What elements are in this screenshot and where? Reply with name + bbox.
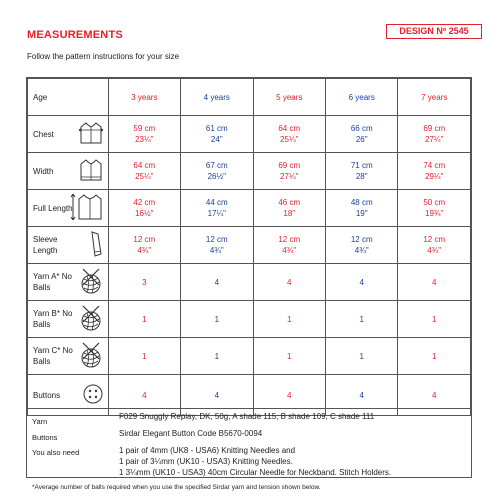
footnote: *Average number of balls required when you use the specified Sirdar yarn and tension shown below.: [32, 484, 321, 491]
value-cell: 67 cm 26½": [181, 153, 253, 190]
yarn-ball-icon: [78, 267, 104, 297]
value-cell: 71 cm 28": [326, 153, 398, 190]
value-cell: 4: [108, 375, 180, 416]
value-cell: 4: [253, 375, 325, 416]
page-title: MEASUREMENTS: [27, 29, 123, 41]
row-label: Full Length: [28, 190, 109, 227]
value-cell: 1: [108, 338, 180, 375]
value-cell: 4: [181, 375, 253, 416]
cardigan-chest-icon: [78, 120, 104, 148]
value-cell: 12 cm 4¾": [108, 227, 180, 264]
value-cell: 4: [326, 375, 398, 416]
value-cell: 1: [181, 301, 253, 338]
value-cell: 46 cm 18": [253, 190, 325, 227]
value-cell: 1: [326, 301, 398, 338]
value-cell: 44 cm 17¼": [181, 190, 253, 227]
value-cell: 12 cm 4¾": [253, 227, 325, 264]
button-icon: [82, 383, 104, 407]
value-cell: 1: [398, 301, 471, 338]
yarn-ball-icon: [78, 304, 104, 334]
materials-info: [26, 409, 472, 478]
design-number-badge: DESIGN Nº 2545: [386, 24, 482, 39]
buttons-text: Sirdar Elegant Button Code B5670-0094: [119, 429, 263, 438]
measurements-table: [26, 77, 472, 409]
value-cell: 50 cm 19¾": [398, 190, 471, 227]
row-label: Chest: [28, 116, 109, 153]
cardigan-width-icon: [78, 157, 104, 185]
value-cell: 1: [108, 301, 180, 338]
yarn-text: F029 Snuggly Replay, DK, 50g, A shade 115, B shade 109, C shade 111: [119, 412, 375, 421]
measurement-row: [28, 338, 471, 375]
age-row: [28, 79, 471, 116]
value-cell: 61 cm 24": [181, 116, 253, 153]
value-cell: 3: [108, 264, 180, 301]
value-cell: 1: [398, 338, 471, 375]
value-cell: 64 cm 25¼": [253, 116, 325, 153]
needle-line-2: 1 pair of 3¼mm (UK10 - USA3) Knitting Needles.: [119, 457, 293, 466]
measurement-row: [28, 153, 471, 190]
buttons-label: Buttons: [32, 433, 58, 442]
value-cell: 74 cm 29¼": [398, 153, 471, 190]
age-label: Age: [28, 79, 109, 116]
value-cell: 66 cm 26": [326, 116, 398, 153]
value-cell: 4: [326, 264, 398, 301]
yarn-ball-icon: [78, 341, 104, 371]
measurement-row: [28, 264, 471, 301]
value-cell: 4: [398, 264, 471, 301]
needle-line-1: 1 pair of 4mm (UK8 - USA6) Knitting Needles and: [119, 446, 296, 455]
age-7-years: 7 years: [398, 79, 471, 116]
value-cell: 1: [181, 338, 253, 375]
value-cell: 12 cm 4¾": [398, 227, 471, 264]
page-subtitle: Follow the pattern instructions for your size: [27, 52, 180, 61]
value-cell: 69 cm 27¼": [253, 153, 325, 190]
value-cell: 1: [253, 338, 325, 375]
row-label: Yarn B* No Balls: [28, 301, 109, 338]
age-3-years: 3 years: [108, 79, 180, 116]
row-label: Sleeve Length: [28, 227, 109, 264]
measurement-row: [28, 227, 471, 264]
value-cell: 64 cm 25¼": [108, 153, 180, 190]
age-6-years: 6 years: [326, 79, 398, 116]
age-4-years: 4 years: [181, 79, 253, 116]
measurement-row: [28, 190, 471, 227]
row-label: Yarn A* No Balls: [28, 264, 109, 301]
value-cell: 4: [398, 375, 471, 416]
age-5-years: 5 years: [253, 79, 325, 116]
sleeve-icon: [84, 230, 104, 260]
measurement-row: [28, 116, 471, 153]
row-label: Buttons: [28, 375, 109, 416]
you-also-need-label: You also need: [32, 448, 80, 457]
value-cell: 1: [253, 301, 325, 338]
value-cell: 59 cm 23¼": [108, 116, 180, 153]
value-cell: 42 cm 16½": [108, 190, 180, 227]
row-label: Yarn C* No Balls: [28, 338, 109, 375]
cardigan-length-icon: [70, 192, 104, 224]
yarn-label: Yarn: [32, 417, 48, 426]
value-cell: 1: [326, 338, 398, 375]
value-cell: 4: [253, 264, 325, 301]
value-cell: 12 cm 4¾": [326, 227, 398, 264]
value-cell: 69 cm 27¼": [398, 116, 471, 153]
value-cell: 12 cm 4¾": [181, 227, 253, 264]
row-label: Width: [28, 153, 109, 190]
value-cell: 4: [181, 264, 253, 301]
measurement-row: [28, 301, 471, 338]
needle-line-3: 1 3¼mm (UK10 - USA3) 40cm Circular Needle for Neckband. Stitch Holders.: [119, 468, 392, 477]
value-cell: 48 cm 19": [326, 190, 398, 227]
